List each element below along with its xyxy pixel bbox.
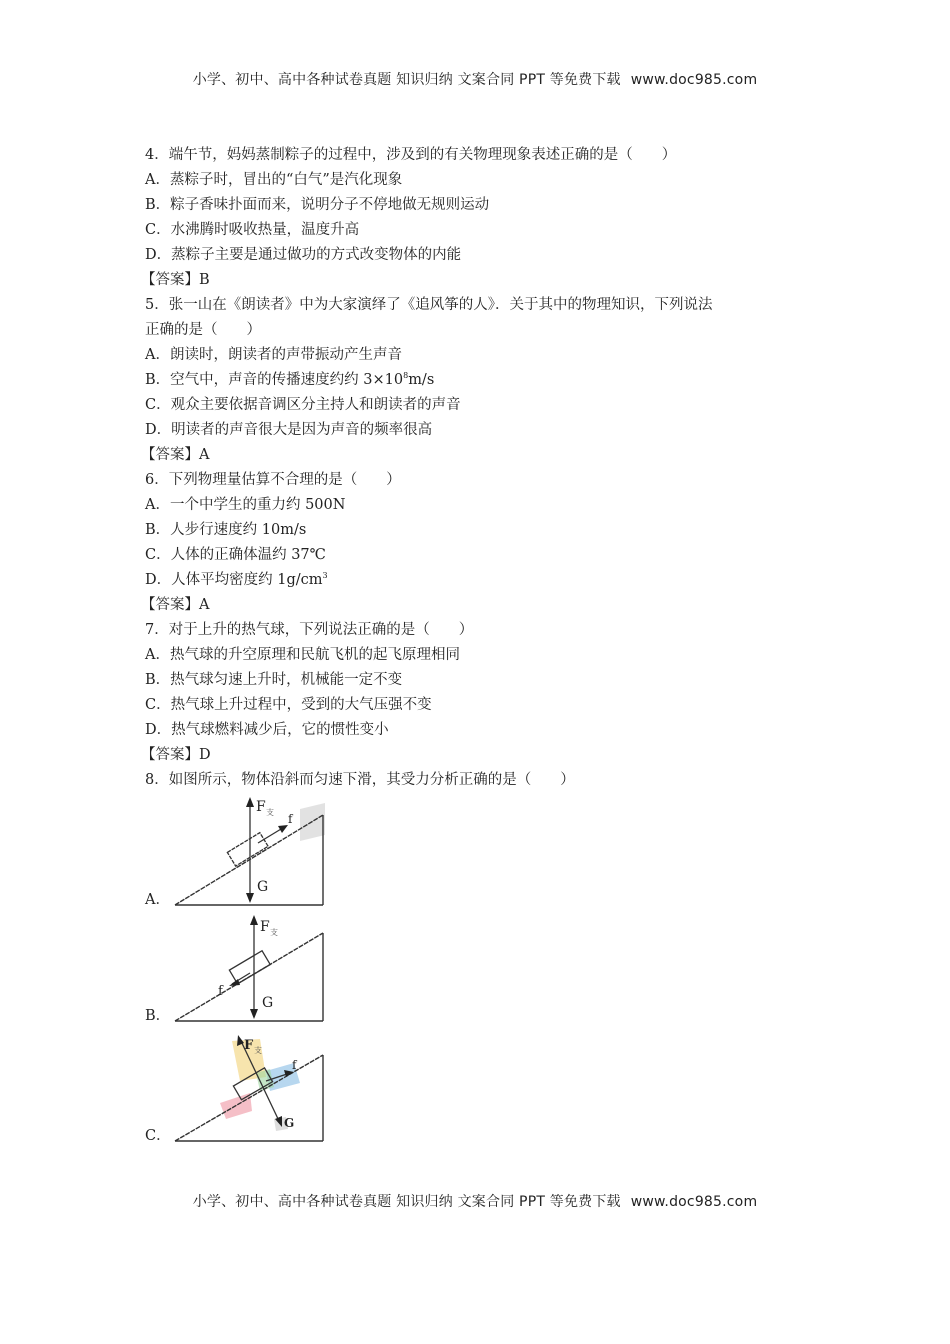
option-label: B． — [145, 1008, 171, 1024]
svg-text:支: 支 — [254, 1046, 262, 1055]
question-8 — [145, 768, 815, 1147]
option-c: C．热气球上升过程中，受到的大气压强不变 — [145, 697, 432, 713]
option-d: D．热气球燃料减少后，它的惯性变小 — [145, 722, 389, 738]
option-a: A．蒸粽子时，冒出的“白气”是汽化现象 — [145, 172, 403, 188]
gravity-label: G — [262, 995, 274, 1011]
header-url[interactable]: www.doc985.com — [630, 72, 758, 88]
option-d: D．蒸粽子主要是通过做功的方式改变物体的内能 — [145, 247, 462, 263]
option-b: B．粽子香味扑面而来，说明分子不停地做无规则运动 — [145, 197, 490, 213]
header-banner — [0, 69, 950, 89]
incline-diagram-a — [170, 793, 330, 911]
svg-text:支: 支 — [266, 808, 274, 817]
footer-url[interactable]: www.doc985.com — [630, 1194, 758, 1210]
question-5 — [141, 293, 815, 468]
option-label: A． — [145, 892, 170, 908]
question-7 — [141, 618, 815, 768]
option-a: A．朗读时，朗读者的声带振动产生声音 — [145, 347, 402, 363]
option-d: D．明读者的声音很大是因为声音的频率很高 — [145, 422, 433, 438]
option-b: B．空气中，声音的传播速度约约 $3\times 10^8m/s$ — [145, 371, 435, 388]
incline-diagram-b — [170, 911, 330, 1027]
figure-option-a — [145, 793, 815, 911]
question-stem: 4．端午节，妈妈蒸制粽子的过程中，涉及到的有关物理现象表述正确的是（ ） — [145, 147, 677, 163]
option-c: C．人体的正确体温约 37℃ — [145, 547, 326, 563]
gravity-label: G — [284, 1116, 295, 1130]
figure-option-c — [145, 1027, 815, 1147]
option-c: C．水沸腾时吸收热量，温度升高 — [145, 222, 360, 238]
question-stem: 7．对于上升的热气球，下列说法正确的是（ ） — [145, 622, 474, 638]
incline-diagram-c — [170, 1027, 330, 1147]
document-body — [141, 143, 815, 1147]
svg-text:支: 支 — [270, 928, 278, 937]
option-a: A．一个中学生的重力约 500N — [145, 497, 346, 513]
question-stem-cont: 正确的是（ ） — [145, 322, 261, 338]
friction-label: f — [292, 1058, 297, 1072]
gravity-label: G — [257, 879, 269, 895]
friction-label: f — [288, 812, 293, 826]
question-stem: 6．下列物理量估算不合理的是（ ） — [145, 472, 401, 488]
answer: 【答案】D — [141, 747, 211, 763]
figure-option-b — [145, 911, 815, 1027]
option-label: C． — [145, 1128, 171, 1144]
normal-force-label: F — [260, 919, 270, 935]
footer-text: 小学、初中、高中各种试卷真题 知识归纳 文案合同 PPT 等免费下载 — [192, 1194, 621, 1210]
option-b: B．热气球匀速上升时，机械能一定不变 — [145, 672, 403, 688]
answer: 【答案】A — [141, 447, 210, 463]
question-6 — [141, 468, 815, 618]
question-4 — [141, 143, 815, 293]
option-c: C．观众主要依据音调区分主持人和朗读者的声音 — [145, 397, 461, 413]
normal-force-label: F — [244, 1038, 254, 1053]
option-b: B．人步行速度约 10m/s — [145, 522, 307, 538]
footer-banner — [0, 1191, 950, 1211]
question-stem: 8．如图所示，物体沿斜而匀速下滑，其受力分析正确的是（ ） — [145, 772, 575, 788]
question-stem: 5．张一山在《朗读者》中为大家演绎了《追风筝的人》．关于其中的物理知识，下列说法 — [145, 297, 713, 313]
answer: 【答案】A — [141, 597, 210, 613]
friction-label: f — [218, 984, 223, 999]
answer: 【答案】B — [141, 272, 210, 288]
option-d: D．人体平均密度约 $1g/cm^3$ — [145, 571, 328, 588]
normal-force-label: F — [256, 799, 266, 815]
option-a: A．热气球的升空原理和民航飞机的起飞原理相同 — [145, 647, 460, 663]
header-text: 小学、初中、高中各种试卷真题 知识归纳 文案合同 PPT 等免费下载 — [192, 72, 621, 88]
